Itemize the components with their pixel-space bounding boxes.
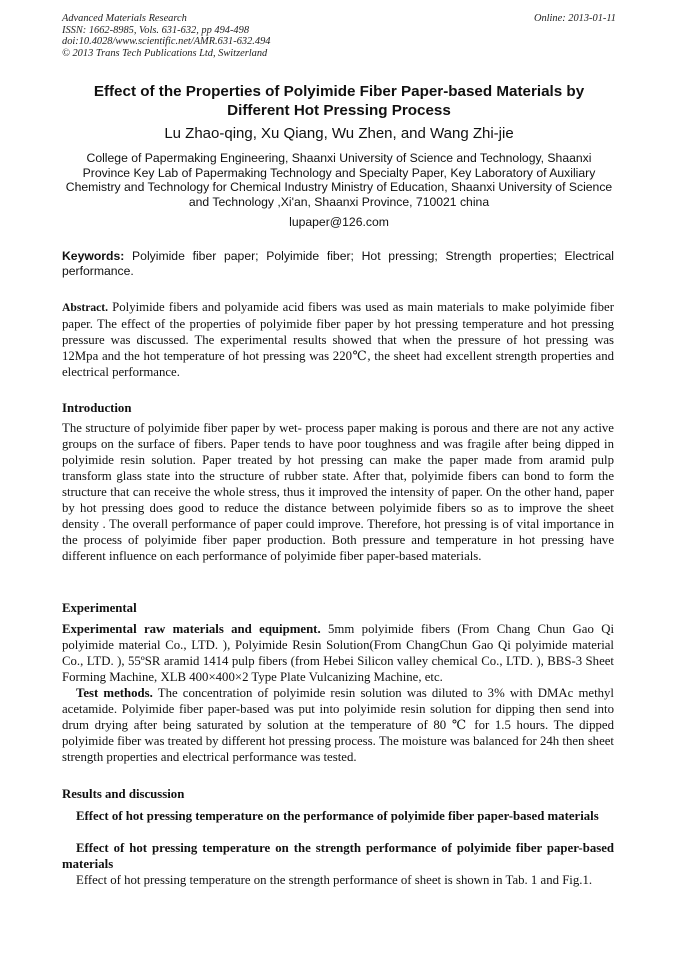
introduction-heading: Introduction bbox=[62, 401, 132, 415]
raw-materials-paragraph bbox=[62, 621, 614, 685]
paper-title: Effect of the Properties of Polyimide Fiber Paper-based Materials by Different Hot Pressing Process bbox=[93, 83, 585, 119]
keywords-paragraph bbox=[62, 249, 614, 278]
journal-name: Advanced Materials Research bbox=[62, 13, 187, 24]
results-heading: Results and discussion bbox=[62, 787, 185, 801]
introduction-paragraph: The structure of polyimide fiber paper by wet- process paper making is porous and there are not any active groups on the surface of fibers. Paper tends to have poor toughness and was fragile after being dipped in polyimide resin solution. Paper treated by hot pressing can make the paper made from aramid pulp transform glass state into the structure of rubber state. After that, polyimide fibers can bond to form the structure that can receive the whole stress, thus it improved the intensity of paper. On the other hand, paper by hot pressing does good to reduce the distance between polyimide fibers so as to improve the sheet density . The overall performance of paper could improve. Therefore, hot pressing is of vital importance in the process of polyimide fiber paper production. Both pressure and temperature in hot pressing have different influence on each performance of polyimide fiber paper-based materials. bbox=[62, 421, 614, 563]
abstract-text: Polyimide fibers and polyamide acid fibers was used as main materials to make polyimide fiber paper. The effect of the properties of polyimide fiber paper by hot pressing temperature and hot pressing pressure was discussed. The experimental results showed that when the pressure of hot pressing was 12Mpa and the hot temperature of hot pressing was 220℃, the sheet had excellent strength properties and electrical performance. bbox=[62, 300, 614, 379]
journal-header bbox=[62, 13, 616, 59]
abstract-label: Abstract. bbox=[62, 301, 109, 314]
online-date: Online: 2013-01-11 bbox=[533, 13, 616, 24]
copyright-line: © 2013 Trans Tech Publications Ltd, Switzerland bbox=[62, 47, 268, 59]
raw-materials-label: Experimental raw materials and equipment. bbox=[62, 622, 321, 636]
keywords-label: Keywords: bbox=[62, 249, 125, 263]
test-methods-paragraph bbox=[62, 685, 614, 765]
doi-line: doi:10.4028/www.scientific.net/AMR.631-632.494 bbox=[62, 36, 271, 48]
contact-email: lupaper@126.com bbox=[289, 215, 389, 229]
results-subheading-1: Effect of hot pressing temperature on the performance of polyimide fiber paper-based materials bbox=[76, 809, 599, 823]
results-paragraph: Effect of hot pressing temperature on the strength performance of sheet is shown in Tab. 1 and Fig.1. bbox=[76, 873, 593, 887]
results-subheading-2: Effect of hot pressing temperature on the strength performance of polyimide fiber paper-based materials bbox=[62, 841, 614, 871]
issn-line: ISSN: 1662-8985, Vols. 631-632, pp 494-498 bbox=[62, 24, 250, 36]
raw-materials-text: 5mm polyimide fibers (From Chang Chun Gao Qi polyimide material Co., LTD. ), Polyimide Resin Solution(From ChangChun Gao Qi polyimide material Co., LTD. ), 55ºSR aramid 1414 pulp fibers (from Hebei Silicon valley chemical Co., LTD. ), BBS-3 Sheet Forming Machine, XLB 400×400×2 Type Plate Vulcanizing Machine, etc. bbox=[62, 622, 615, 684]
abstract-paragraph bbox=[62, 299, 614, 380]
experimental-heading: Experimental bbox=[62, 601, 137, 615]
test-methods-text: The concentration of polyimide resin solution was diluted to 3% with DMAc methyl acetamide. Polyimide fiber paper-based was put into polyimide resin solution for dipping then send into drum drying after being saturated by solution at the temperature of 80 ℃ for 1.5 hours. The dipped polyimide fiber was treated by different hot pressing process. The moisture was balanced for 24h then sheet strength properties and electrical performance was tested. bbox=[62, 686, 614, 764]
test-methods-label: Test methods. bbox=[76, 686, 153, 700]
keywords-text: Polyimide fiber paper; Polyimide fiber; Hot pressing; Strength properties; Electrical performance. bbox=[62, 249, 614, 278]
author-list: Lu Zhao-qing, Xu Qiang, Wu Zhen, and Wang Zhi-jie bbox=[164, 125, 514, 142]
affiliation: College of Papermaking Engineering, Shaanxi University of Science and Technology, Shaanxi Province Key Lab of Papermaking Technology and Specialty Paper, Key Laboratory of Auxiliary Chemistry and Technology for Chemical Industry Ministry of Education, Shaanxi University of Science and Technology ,Xi'an, Shaanxi Province, 710021 china bbox=[65, 151, 613, 209]
